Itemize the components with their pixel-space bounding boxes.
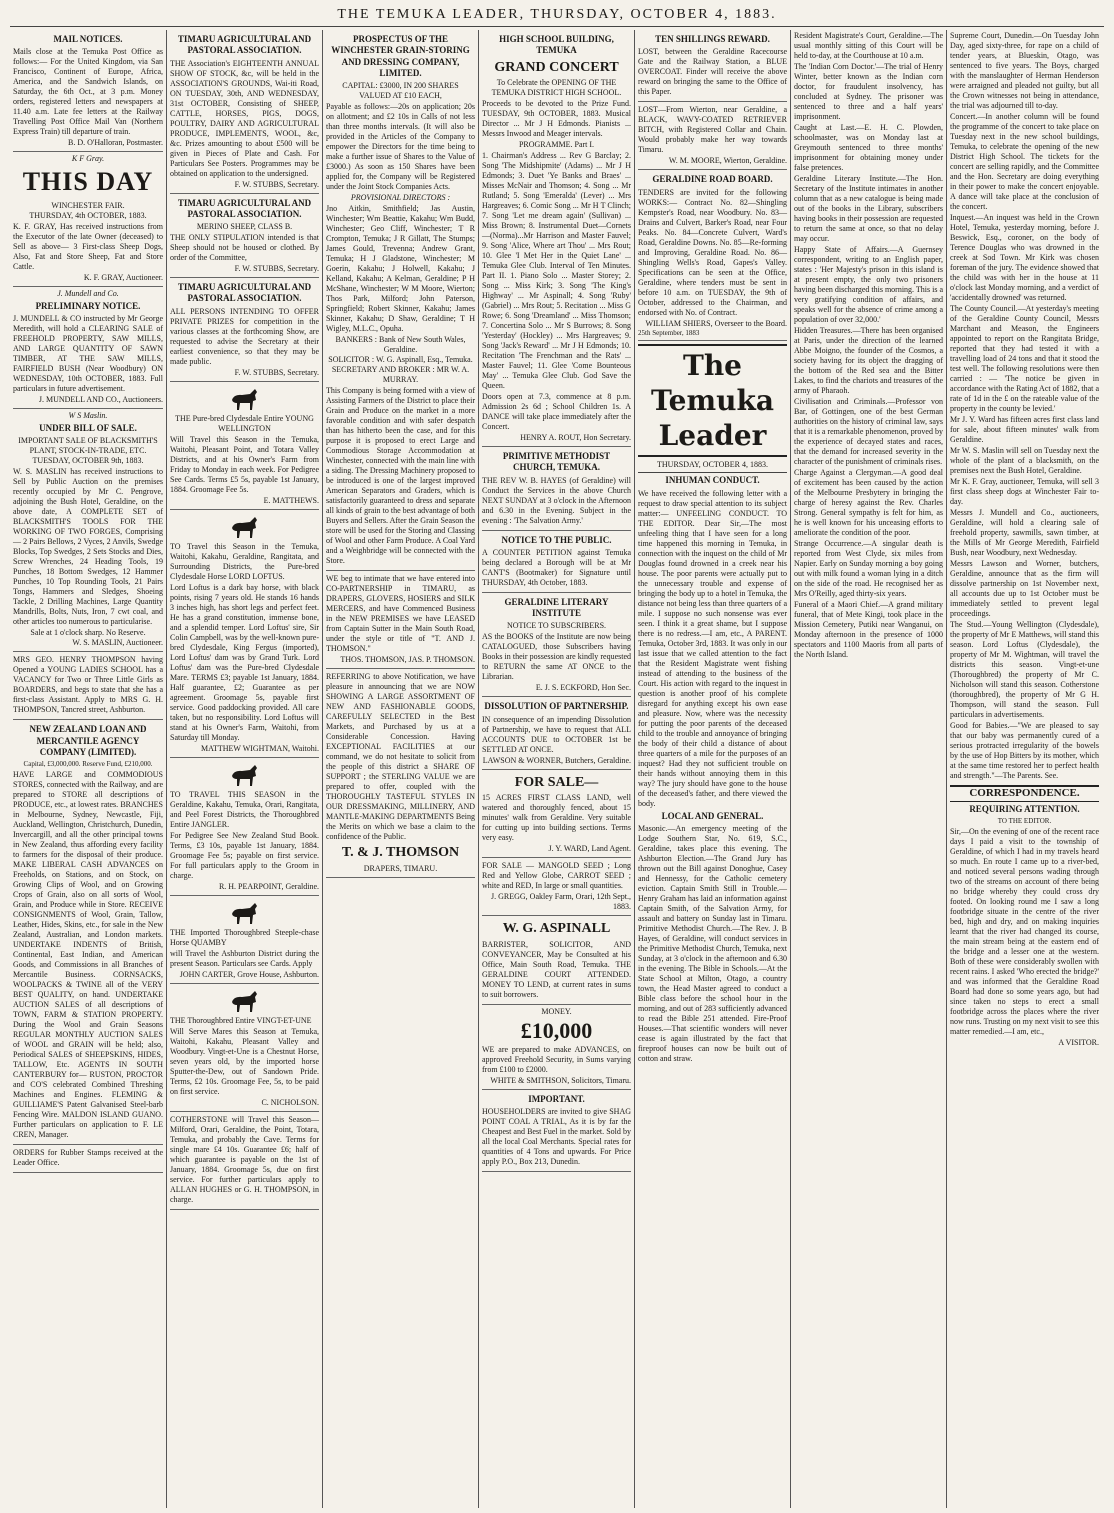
- merino-title: TIMARU AGRICULTURAL AND PASTORAL ASSOCIATION.: [177, 197, 312, 219]
- page-masthead: THE TEMUKA LEADER, THURSDAY, OCTOBER 4, 1883.: [10, 4, 1104, 27]
- maslin-body: W. S. MASLIN has received instructions to Sell by Public Auction on the premises recently occupied by Mr C. Pengrove, adjoining the Bush Hotel, Geraldine, on the above date, A COMPLETE SET of BLACKSMITH'S TOOLS FOR THE WORKING OF TWO FORGES, Comprising— 2 Pairs Bellows, 2 Vyces, 2 Anvils, Swedge Blocks, Top Swedges, 2 Sets Stocks and Dies, Screw Wrenches, 24 Heading Tools, 19 Punches, 18 Bottom Swedges, 12 Hammer Punches, 10 Top Rounding Tools, 21 Pairs Tongs, Hammers and Sledges, Shoeing Tackle, 2 Drilling Machines, Large Quantity Mandrills, Bolts, Nuts, Iron, 7 cwt coal, and other articles too numerous to particularise.: [13, 467, 163, 627]
- partnership-signature: THOS. THOMSON, JAS. P. THOMSON.: [340, 655, 475, 664]
- money-signature: WHITE & SMITHSON, Solicitors, Timaru.: [490, 1076, 631, 1085]
- lost-dog-ad: [638, 102, 787, 170]
- money-title: MONEY.: [541, 1006, 572, 1016]
- local-general-title: LOCAL AND GENERAL.: [661, 810, 764, 821]
- cotherstone-body: COTHERSTONE will Travel this Season—Milford, Orari, Geraldine, the Point, Totara, Temuka, and probably the Cave. Terms for single mare £4 10s. Guarantee £6; half of which guarantee is payable on the 1st of January, 1884. Groomage 5s, due on first service. For further particulars apply to ALLAN HUGHES or G. H. THOMPSON, in charge.: [170, 1114, 319, 1204]
- secretary: SECRETARY AND BROKER : MR W. A. MURRAY.: [331, 365, 470, 384]
- vingt-body: Will Serve Mares this Season at Temuka, Waitohi, Kakahu, Pleasant Valley and Woodbury. Vingt-et-Une is a Chestnut Horse, seven years old, by the imported horse Sputter-the-Dew, out of Sandown Pride. Terms, £2 10s. Groomage Fee, 5s, to be paid on first service.: [170, 1026, 319, 1096]
- mundell-ad: [13, 287, 163, 409]
- concert-doors: Doors open at 7.3, commence at 8 p.m. Admission 2s 6d ; School Children 1s. A DANCE will take place immediately after the Concert.: [482, 392, 631, 431]
- bankers: BANKERS : Bank of New South Wales, Geraldine.: [335, 335, 466, 354]
- primitive-title: PRIMITIVE METHODIST CHURCH, TEMUKA.: [502, 451, 611, 473]
- nz-loan-title: NEW ZEALAND LOAN AND MERCANTILE AGENCY COMPANY (LIMITED).: [29, 724, 147, 757]
- thompson-school-ad: [13, 652, 163, 720]
- important-sale: IMPORTANT SALE OF BLACKSMITH'S PLANT, STOCK-IN-TRADE, ETC.: [18, 436, 158, 456]
- horse-icon: [228, 386, 262, 412]
- nz-loan-body: HAVE LARGE and COMMODIOUS STORES, connected with the Railway, and are prepared to STORE all descriptions of PRODUCE, etc., at lowest rates. BRANCHES in Melbourne, Sydney, Newcastle, Fiji, Auckland, Wellington, Christchurch, Dunedin, Invercargill, and all the other principal towns in New Zealand, thus affording every facility to farmers for the disposal of their produce. MAKE LIBERAL CASH ADVANCES on Freeholds, on Stations, and on Stock, on Growing Clips of Wool, and on Growing Crops of Grain, also on all sorts of Wool, Grain, and Produce while in Store. RECEIVE CONSIGNMENTS of Wool, Grain, Tallow, Leather, Hides, Skins, etc., for sale in the New Zealand, Australian, and London markets. UNDERTAKE INDENTS of British, Continental, East Indian, and American Goods, and Commissions in all Branches of Mercantile Business. CORNSACKS, WOOLPACKS & TWINE all of the VERY BEST QUALITY, on hand. UNDERTAKE AUCTION SALES of all descriptions of TOWN, FARM & STATION PROPERTY. During the Wool and Grain Seasons REGULAR MONTHLY AUCTION SALES of WOOL and GRAIN will be held; also, Periodical SALES of SHEEPSKINS, HIDES, TALLOW, Etc. AGENTS IN SOUTH CANTERBURY for— RUSTON, PROCTOR and CO'S celebrated Combined Threshing Machines and Engines. FLEMING & GUILLIAME'S Patent Galvanised Steel-barb Fencing Wire. MALDON ISLAND GUANO. Further particulars on application to F. LE CREN, Manager.: [13, 769, 163, 1139]
- literary-institute-ad: [482, 593, 631, 698]
- vingt-signature: C. NICHOLSON.: [261, 1097, 319, 1107]
- news-maslin: Mr W. S. Maslin will sell on Tuesday next the whole of the plant of a blacksmith, on the premises next the Bush Hotel, Geraldine.: [950, 446, 1099, 475]
- jangler-ad: [170, 758, 319, 896]
- kfgray-ad: [13, 152, 163, 287]
- money-body: WE are prepared to make ADVANCES, on approved Freehold Security, in Sums varying from £100 to £2000.: [482, 1045, 631, 1074]
- shag-point-coal-ad: [482, 1090, 631, 1172]
- dissolution-title: DISSOLUTION OF PARTNERSHIP.: [484, 701, 629, 712]
- newspaper-nameplate: The Temuka Leader: [638, 344, 787, 457]
- thomson-goods-ad: [326, 669, 475, 878]
- cotherstone-ad: [170, 1112, 319, 1210]
- quamby-ad: [170, 896, 319, 984]
- young-wellington-ad: [170, 382, 319, 510]
- news-charge-clergyman: Charge Against a Clergyman.—A good deal of excitement has been caused by the action of the Melbourne Presbytery in bringing the charge of heresy against the Rev. Charles Strong. General sympathy is felt for him, as he is well known for his unceasing efforts to ameliorate the condition of the poor.: [794, 468, 943, 537]
- maslin-header: W S Maslin.: [68, 411, 108, 420]
- gli-sub: NOTICE TO SUBSCRIBERS.: [506, 621, 607, 631]
- lost-body: LOST—From Wierton, near Geraldine, a BLACK, WAVY-COATED RETRIEVER BITCH, with Registered Collar and Chain. Would probably make her way towards Timaru.: [638, 105, 787, 155]
- reward-body: LOST, between the Geraldine Racecourse Gate and the Railway Station, a BLUE OVERCOAT. Finder will receive the above reward on bringing the same to the Office of this Paper.: [638, 47, 787, 97]
- nz-loan-ad: [13, 720, 163, 1145]
- primitive-methodist-ad: [482, 447, 631, 531]
- rubber-stamps-body: ORDERS for Rubber Stamps received at the Leader Office.: [13, 1147, 163, 1167]
- horse-icon: [228, 514, 262, 540]
- news-strange-occurrence: Strange Occurrence.—A singular death is reported from West Clyde, six miles from Napier. Early on Sunday morning a boy going out with milk found a woman lying in a ditch on the side of the road. He recognised her as Mrs O'Reilly, aged thirty-six years.: [794, 539, 943, 598]
- private-prizes-ad: [170, 278, 319, 382]
- thompson-body: MRS GEO. HENRY THOMPSON having Opened a YOUNG LADIES SCHOOL has a VACANCY for Two or Three Little Girls as BOARDERS, and begs to state that she has a first-class Assistant. Apply to MRS G. H. THOMPSON, Tancred street, Ashburton.: [13, 655, 163, 715]
- news-gray: Mr K. F. Gray, auctioneer, Temuka, will sell 3 first class sheep dogs at Winchester Fair to-day.: [950, 477, 1099, 506]
- column-3: [322, 30, 478, 1508]
- dissolution-ad: [482, 697, 631, 769]
- concert-body: Proceeds to be devoted to the Prize Fund. TUESDAY, 9th OCTOBER, 1883. Musical Director ... Mr J H Edmonds. Pianists ... Messrs Inwood and Meager intervals.: [482, 99, 631, 138]
- road-board-date: 25th September, 1883: [638, 328, 700, 337]
- jangler-signature: R. H. PEARPOINT, Geraldine.: [218, 881, 319, 891]
- prospectus-title: PROSPECTUS OF THE WINCHESTER GRAIN-STORING AND DRESSING COMPANY, LIMITED.: [331, 34, 470, 78]
- maslin-ad: [13, 409, 163, 652]
- news-maori-funeral: Funeral of a Maori Chief.—A grand military funeral, that of Mete Kingi, took place in the Mission Cemetery, Putiki near Wanganui, on Monday afternoon in the presence of 1000 spectators and 1100 Maoris from all parts of the North Island.: [794, 600, 943, 659]
- columns: [10, 30, 1104, 1508]
- nz-loan-capital: Capital, £3,000,000. Reserve Fund, £210,000.: [23, 760, 153, 768]
- news-stud: The Stud.—Young Wellington (Clydesdale), the property of Mr E Matthews, will stand this season. Lord Loftus (Clydesdale), the property of Mr M. Wightman, will travel the districts this season. Vingt-et-une (Thoroughbred) the property of Mr C. Nicholson will stand this season. Cotherstone (thoroughbred), the property of Mr G H. Thompson, will stand the season. Full particulars in advertisements.: [950, 620, 1099, 719]
- money-amount: £10,000: [520, 1017, 593, 1043]
- issue-date: THURSDAY, OCTOBER 4, 1883.: [638, 460, 787, 473]
- aspinall-body: BARRISTER, SOLICITOR, AND CONVEYANCER, May be Consulted at his Office, Main South Road, Temuka. THE GERALDINE COURT ATTENDED. MONEY TO LEND, at current rates in sums to suit borrowers.: [482, 939, 631, 999]
- column-2: [166, 30, 322, 1508]
- timaru-show-title: TIMARU AGRICULTURAL AND PASTORAL ASSOCIATION.: [177, 34, 312, 56]
- partnership-body: WE beg to intimate that we have entered into CO-PARTNERSHIP in TIMARU, as DRAPERS, GLOVERS, HOSIERS and SILK MERCERS, and have Commenced Business in the NEW PREMISES we have LEASED from Captain Sutter in the Main South Road, under the style or title of "T. AND J. THOMSON.": [326, 574, 475, 653]
- land-for-sale-ad: [482, 770, 631, 859]
- timaru-show-ad: [170, 30, 319, 194]
- news-indian-corn-doctor: The 'Indian Corn Doctor.'—The trial of Henry Winter, better known as the Indian corn doctor, for fraudulent insolvency, has concluded at Sydney. The prisoner was sentenced to three and a half years' imprisonment.: [794, 62, 943, 121]
- quamby-title: THE Imported Thoroughbred Steeple-chase Horse QUAMBY: [170, 927, 319, 947]
- rubber-stamps-ad: [13, 1145, 163, 1173]
- prospectus-body: Payable as follows:—20s on application; 20s on allotment; and £2 10s in Calls of not less than three months intervals. (It will also be provided in the Articles of the Company to empower the Directors for the time being to make a further issue of Shares to the Value of £3000.) As soon as 150 Shares have been applied for, the Company will be Registered under the Joint Stock Companies Acts.: [326, 102, 475, 191]
- news-mundell: Messrs J. Mundell and Co., auctioneers, Geraldine, will hold a clearing sale of freehold property, sawmills, sawn timber, at the Mills of Mr George Meredith, Fairfield Bush, near Woodbury, next Wednesday.: [950, 508, 1099, 557]
- concert-sub: To Celebrate the OPENING OF THE TEMUKA DISTRICT HIGH SCHOOL.: [491, 78, 622, 97]
- quamby-signature: JOHN CARTER, Grove House, Ashburton.: [179, 969, 319, 979]
- news-inquest: Inquest.—An inquest was held in the Crown Hotel, Temuka, yesterday morning, before J. Beswick, Esq., coroner, on the body of Terence Douglas who was drowned in the creek at Sod Town. Mr Kirk was chosen foreman of the jury. The evidence showed that the child was with her in the house at 11 o'clock last Monday morning, and a verdict of 'accidentally drowned' was returned.: [950, 213, 1099, 302]
- kfgray-body: K. F. GRAY, Has received instructions from the Executor of the late Owner (deceased) to Sell as above— 3 First-class Sheep Dogs, Also, Fat and Store Sheep, Fat and Store Cattle.: [13, 221, 163, 271]
- requiring-attention-title: REQUIRING ATTENTION.: [969, 803, 1080, 814]
- gli-title: GERALDINE LITERARY INSTITUTE: [504, 596, 609, 618]
- news-lawson: Messrs Lawson and Worner, butchers, Geraldine, announce that as the firm will dissolve partnership on 1st November next, all accounts due up to 1st October must be immediately settled to prevent legal proceedings.: [950, 559, 1099, 618]
- news-caught-at-last: Caught at Last.—E. H. C. Plowden, schoolmaster, was on Monday last at Greymouth sentenced to three months' imprisonment for obtaining money under false pretences.: [794, 123, 943, 172]
- news-civilisation: Civilisation and Criminals.—Professor von Bar, of Gottingen, one of the best German authorities on the history of criminal law, says that it is a remarkable phenomenon, proved by the experience of decayed states and races, that the demand for increased severity in the character of the punishment of criminals rises.: [794, 397, 943, 466]
- referring-body: REFERRING to above Notification, we have pleasure in announcing that we are NOW SHOWING A LARGE ASSORTMENT OF NEW AND FASHIONABLE GOODS, CAREFULLY SELECTED in the Best Markets, and Purchased by us at a Considerable Concession. Having EXCEPTIONAL FACILITIES at our command, we do not hesitate to solicit from the people of this district a SHARE OF SUPPORT ; the STERLING VALUE we are prepared to offer, coupled with the THOROUGHLY TASTEFUL STYLES IN OUR DRESSMAKING, MILLINERY, AND MANTLE-MAKING DEPARTMENTS Being the Merits on which we base a claim to the confidence of the Public.: [326, 672, 475, 841]
- timaru-show-body: THE Association's EIGHTEENTH ANNUAL SHOW OF STOCK, &c, will be held in the ASSOCIATION'S GROUNDS, Wai-iti Road, ON TUESDAY, 30th, AND WEDNESDAY, 31st OCTOBER, Consisting of SHEEP, CATTLE, HORSES, PIGS, DOGS, POULTRY, DAIRY AND AGRICULTURAL PRODUCE, IMPLEMENTS, WOOL, &c, &c. Prizes amounting to about £500 will be given in Pieces of Plate and Cash. For Particulars See Posters. Programmes may be obtained on application to the undersigned.: [170, 58, 319, 178]
- under-bill-of-sale: UNDER BILL OF SALE.: [39, 423, 137, 433]
- notice-title: NOTICE TO THE PUBLIC.: [501, 534, 612, 545]
- jangler-body: For Pedigree See New Zealand Stud Book. Terms, £3 10s, payable 1st January, 1884. Groomage Fee 5s; payable on first service. For full particulars apply to the Groom in charge.: [170, 830, 319, 880]
- prizes-title: TIMARU AGRICULTURAL AND PASTORAL ASSOCIATION.: [177, 282, 312, 304]
- road-board-signature: WILLIAM SHIERS, Overseer to the Board.: [645, 318, 787, 328]
- horse-icon: [228, 900, 262, 926]
- wellington-body: Will Travel this Season in the Temuka, Waitohi, Pleasant Point, and Totara Valley Districts, and at his Owner's Farm from Friday to Monday in each week. For Pedigree See Cards. Terms £5 5s, payable 1st January, 1884. Groomage Fee 5s.: [170, 434, 319, 494]
- quamby-body: will Travel the Ashburton District during the present Season. Particulars see Cards. Apply: [170, 948, 319, 968]
- inhuman-body: We have received the following letter with a request to draw special attention to its subject matter:— UNFEELING CONDUCT. TO THE EDITOR. Dear Sir,—The most unfeeling thing that I have seen for a long time happened this morning in Temuka, in connection with the inquest on the child of Mr Douglas found drowned in a creek near his house. The poor parents were actually put to the unnecessary trouble and expense of bringing the body up to a hotel in Temuka, the distance not being less than three quarters of a mile. I suppose no such nonsense was ever seen. I think it a great shame, but I suppose there is no redress.—I am, etc., A PARENT. Temuka, October 3rd, 1883. It was only in our last issue that we called attention to the fact that the Resident Magistrate went fishing instead of attending to the business of the Court. His action with regard to the inquest in question is another proof of his complete disregard for anything except his own ease and pleasure. Now, where was the necessity for putting the poor parents of the deceased child to the trouble and annoyance of bringing the body of their child a distance of about three quarters of a mile for the purposes of an inquest? Had they not sufficient trouble on their hands without annoying them in this way? The jury should have gone to the house of the deceased's father, and there viewed the body.: [638, 488, 787, 808]
- this-day-heading: THIS DAY: [22, 167, 154, 197]
- loftus-body: Lord Loftus is a dark bay horse, with black points, rising 7 years old. He stands 16 hands 3 inches high, has short legs and perfect feet. He has a grand constitution, immense bone, and a splendid temper. Lord Loftus' sire, Sir Colin Campbell, was by the well-known pure-bred Clydesdale, King Fergus (imported), Lord Loftus' dam was by Grand Turk. Lord Loftus' dam was the Pure-bred Clydesdale Mare. TERMS £3; payable 1st January, 1884. Half guarantee, £2; Guarantee as per agreement. Groomage 5s, payable first service. Good paddocking provided. All care taken, but no responsibility. Lord Loftus will stand at his Owner's Farm, Waitohi, from Saturday till Monday.: [170, 582, 319, 742]
- jangler-title: TO TRAVEL THIS SEASON in the Geraldine, Kakahu, Temuka, Orari, Rangitata, and Peel Forest Districts, the Thoroughbred Entire JANGLER.: [170, 789, 319, 829]
- column-5: [634, 30, 790, 1508]
- fair-date: THURSDAY, 4th OCTOBER, 1883.: [29, 210, 147, 220]
- merino-signature: F. W. STUBBS, Secretary.: [234, 264, 319, 273]
- road-board-body: TENDERS are invited for the following WORKS:— Contract No. 82—Shingling Kempster's Road, near Woodbury. No. 83—Drains and Culvert, Barker's Road, near Four Peaks. No. 84—Concrete Culvert, Ward's Road, Geraldine Downs. No. 85—Re-forming and Improving, Geraldine Road. No. 86—Shingling Wells's Road, Gapes's Valley. Specifications can be seen at the Office, Geraldine, where tenders must be sent in before 10 a.m. on TUESDAY, the 9th of October, addressed to the Chairman, and endorsed with No. of Contract.: [638, 187, 787, 317]
- grand-concert-title: GRAND CONCERT: [494, 59, 619, 75]
- programme-title: PROGRAMME. Part I.: [518, 140, 595, 149]
- programme-list: 1. Chairman's Address ... Rev G Barclay; 2. Song 'The Midshipmite' (Adams) ... Mr J H Edmonds; 3. Duet 'Ye Banks and Braes' ... Misses McNair and Thomson; 4. Song ... Mr Rutland; 5. Song 'Emeralda' (Lever) ... Mrs Hargreaves; 6. Comic Song ... Mr H T Clinch; 7. Song 'Let me dream again' (Sullivan) ... Miss Brown; 8. Instrumental Duet—Cornets—(Norma)...Mr Harrison and Master Fauvel; 9. Song 'Alice, Where art Thou' ... Mrs Rout; 10. Glee 'I Met Her in the Quiet Lane' ... Temuka Glee Club. Interval of Ten Minutes. Part II. 1. Piano Solo ... Master Storey; 2. Song ... Miss Kirk; 3. Song 'The King's Highway' ... Mr Aspinall; 4. Song 'Ruby' (Gabriel) ... Mrs Rout; 5. Recitation ... Miss G Rowe; 6. Song 'Dreamland' ... Miss Thomson; 7. Concertina Solo ... Mr S Burrows; 8. Song 'Yesterday' (Hockley) ... Mrs Hargreaves; 9. Song 'Jack's Reward' ... Mr J H Edmonds; 10. Recitation 'The Frenchman and the Rats' ... Master Fauvel; 11. Glee 'Come Bounteous May' ... Temuka Glee Club. God Save the Queen.: [482, 151, 631, 390]
- maslin-sale-time: Sale at 1 o'clock sharp. No Reserve.: [30, 628, 146, 638]
- prospectus-body-2: This Company is being formed with a view of Assisting Farmers of the District to place their Grain and Produce on the market in a more favorable condition and with safer despatch than has hitherto been the case, and for this purpose it is proposed to erect Large and Commodious Storage Accommodation at Winchester, connected with the main line with a siding. The Dressing Machinery proposed to be introduced is one of the largest improved American Separators and Graders, which is satisfactorily guaranteed to dress and separate all kinds of grain to the best advantage of both Buyers and Sellers. After the Grain Season the store will be used for the Storing and Classing of Wool and other Farm Produce. A Coal Yard and a Weighbridge will be connected with the Store.: [326, 386, 475, 565]
- lord-loftus-ad: [170, 510, 319, 758]
- mail-notices-body: Mails close at the Temuka Post Office as follows:— For the United Kingdom, via San Francisco, Continent of Europe, Africa, America, and the Sandwich Islands, on Saturday, the 6th Oct., at 3 p.m. Money orders, registered letters and newspapers at 11.40 a.m. Late fee letters at the Railway Travelling Post Office Mail Van (Northern Express Train) till departure of train.: [13, 47, 163, 137]
- news-supreme-court: Supreme Court, Dunedin.—On Tuesday John Day, aged sixty-three, for rape on a child of tender years, at Blueskin, Otago, was sentenced to five years. The Boys, charged with the manslaughter of Herman Henderson were arraigned and pleaded not guilty, but all the Crown witnesses not being in attendance, the trial was adjourned till to-day.: [950, 31, 1099, 110]
- news-concert: Concert.—In another column will be found the programme of the concert to take place on Tuesday next in the new school buildings, Temuka, to celebrate the opening of the new District High School. The tickets for the concert are selling rapidly, and the Committee and the Hon. Secretary are doing everything in their power to make the concert enjoyable. A dance will take place at the conclusion of the concert.: [950, 112, 1099, 211]
- vingt-et-une-ad: [170, 984, 319, 1112]
- solicitor: SOLICITOR : W. G. Aspinall, Esq., Temuka.: [328, 355, 473, 364]
- column-4: [478, 30, 634, 1508]
- preliminary-notice: PRELIMINARY NOTICE.: [35, 300, 141, 311]
- forsale-body: 15 ACRES FIRST CLASS LAND, well watered and thoroughly fenced, about 15 minutes' walk from Geraldine. Very suitable for cutting up into building sections. Terms very easy.: [482, 793, 631, 842]
- grand-concert-ad: [482, 30, 631, 447]
- mundell-header: J. Mundell and Co.: [57, 288, 119, 298]
- horse-icon: [228, 762, 262, 788]
- wellington-signature: E. MATTHEWS.: [263, 495, 319, 505]
- aspinall-ad: [482, 916, 631, 1005]
- local-general-body: Masonic.—An emergency meeting of the Lodge Southern Star, No. 619, S.C., Geraldine, takes place this evening. The Ashburton Election.—The Grand Jury has thrown out the Bill against Donoghue, Casey and Hennessy, for the Catholic cemetery eviction. Captain Smith Still in Trouble.—Henry Graham has laid an information against Captain Smith, of the Salvation Army, for assault and battery on Sunday last in Timaru. Primitive Methodist Church.—The Rev. J. B Hayes, of Geraldine, will conduct services in the Primitive Methodist Church, Temuka, next Sunday, at 3 o'clock in the afternoon and 6.30 in the evening. The Bible in Schools.—At the State School at Milton, Otago, a country town, the Head Master agreed to conduct a Bible class before the school hour in the morning, and out of 283 sufficiently advanced to read the Bible 251 attended. Fire-Proof Houses.—That scientific wonders will never cease is again illustrated by the fact that fireproof houses can now be built out of cotton and straw.: [638, 823, 787, 1063]
- thomson-partnership-ad: [326, 571, 475, 669]
- merino-body: THE ONLY STIPULATION intended is that Sheep should not be housed or clothed. By order of the Committee,: [170, 233, 319, 262]
- drapers-timaru: DRAPERS, TIMARU.: [363, 863, 438, 873]
- column-1: [10, 30, 166, 1508]
- mangold-body: FOR SALE — MANGOLD SEED ; Long Red and Yellow Globe, CARROT SEED ; white and RED, In large or small quantities.: [482, 861, 631, 890]
- road-board-title: GERALDINE ROAD BOARD.: [652, 174, 773, 185]
- notice-body: A COUNTER PETITION against Temuka being declared a Borough will be at Mr CANT'S (Bootmaker) for Signature until THURSDAY, 4th October, 1883.: [482, 547, 631, 587]
- shag-body: HOUSEHOLDERS are invited to give SHAG POINT COAL A TRIAL, As it is by far the Cheapest and Best Fuel in the market. Sold by all the local Coal Merchants. Special rates for quantities of 4 Tons and upwards. For Price apply P.O., Box 213, Dunedin.: [482, 1107, 631, 1167]
- prizes-body: ALL PERSONS INTENDING TO OFFER PRIVATE PRIZES for competition in the various classes at the forthcoming Show, are requested to advise the Secretary at their earliest convenience, so that they may be made public.: [170, 306, 319, 366]
- high-school-title: HIGH SCHOOL BUILDING, TEMUKA: [499, 34, 614, 56]
- prizes-signature: F. W. STUBBS, Secretary.: [234, 367, 319, 377]
- news-happy-state: Happy State of Affairs.—A Guernsey correspondent, writing to an English paper, states : 'Her Majesty's prison in this island is at present empty, the only two prisoners having been discharged this morning. This is a very gratifying condition of affairs, and speaks well for the absence of crime among a population of over 32,000.': [794, 245, 944, 324]
- public-notice-ad: [482, 531, 631, 593]
- gli-body: AS the BOOKS of the Institute are now being CATALOGUED, those Subscribers having Books in their possession are kindly requested to RETURN the same AT ONCE to the Librarian.: [482, 632, 631, 682]
- mangold-seed-ad: [482, 858, 631, 916]
- road-board-ad: [638, 170, 787, 341]
- inhuman-title: INHUMAN CONDUCT.: [665, 475, 760, 486]
- forsale-signature: J. Y. WARD, Land Agent.: [548, 844, 631, 853]
- maslin-signature: W. S. MASLIN, Auctioneer.: [72, 638, 163, 648]
- horse-icon: [228, 988, 262, 1014]
- vingt-title: THE Thoroughbred Entire VINGT-ET-UNE: [170, 1015, 312, 1025]
- news-babies: Good for Babies.—"We are pleased to say that our baby was permanently cured of a serious protracted irregularity of the bowels by the use of Hop Bitters by its mother, which at the same time restored her to perfect health and strength."—The Parents. See.: [950, 721, 1099, 780]
- money-ad: [482, 1005, 631, 1091]
- prospectus-capital: CAPITAL: £3000, IN 200 SHARES VALUED AT £10 EACH,: [342, 81, 459, 100]
- directors-title: PROVISIONAL DIRECTORS :: [350, 193, 451, 202]
- loftus-title: TO Travel this Season in the Temuka, Waitohi, Kakahu, Geraldine, Rangitata, and Surrounding Districts, the Pure-bred Clydesdale Horse LORD LOFTUS.: [170, 541, 319, 581]
- merino-sub: MERINO SHEEP, CLASS B.: [196, 222, 293, 231]
- concert-signature: HENRY A. ROUT, Hon Secretary.: [520, 433, 631, 442]
- kfgray-header: K F Gray.: [71, 154, 105, 164]
- mundell-body: J. MUNDELL & CO instructed by Mr George Meredith, will hold a CLEARING SALE of FREEHOLD PROPERTY, SAW MILLS, AND LARGE QUANTITY OF SAWN TIMBER, AT THE SAW MILLS, FAIRFIELD BUSH (Near Woodbury) ON WEDNESDAY, 10th OCTOBER, 1883. Full particulars in future advertisement.: [13, 314, 163, 393]
- dissolution-signature: LAWSON & WORNER, Butchers, Geraldine.: [482, 755, 631, 765]
- correspondence-title: CORRESPONDENCE.: [950, 785, 1099, 802]
- reward-title: TEN SHILLINGS REWARD.: [655, 34, 770, 44]
- dissolution-body: IN consequence of an impending Dissolution of Partnership, we have to request that ALL ACCOUNTS DUE to OCTOBER 1st be SETTLED AT ONCE.: [482, 714, 631, 754]
- correspondence-body: Sir,—On the evening of one of the recent race days I paid a visit to the township of Geraldine, of which I had in my travels heard so much. En route I came up to a river-bed, and noticed several persons wading through two of the streams on account of there being no bridge whereby they could cross dry footed. On looking round me I saw a long footbridge situate in the centre of the river bed, high and dry, and on making inquiries learnt that the river had changed its course, the main stream being at the eastern end of the bridge and a lesser one at the western. Both of these were considerably swollen with recent rains. I asked 'Who erected the bridge?' and was informed that the Geraldine Road Board had done so some years ago, but had since taken no steps to erect a small footbridge across the places where the river now runs. Trusting on my next visit to see this matter remedied.—I am, etc.,: [950, 826, 1099, 1036]
- news-literary-institute: Geraldine Literary Institute.—The Hon. Secretary of the Institute intimates in another column that as a new catalogue is being made out of the books in the Library, subscribers having books in their possession are requested to return the same at once, so that no delay may occur.: [794, 174, 943, 243]
- forsale-title: FOR SALE—: [514, 774, 599, 790]
- maslin-date: TUESDAY, OCTOBER 9th, 1883.: [32, 456, 144, 466]
- news-resident-court: Resident Magistrate's Court, Geraldine.—The usual monthly sitting of this Court will be held to-day, at the Courthouse at 10 a.m.: [794, 31, 943, 60]
- news-county-council: The County Council.—At yesterday's meeting of the Geraldine County Council, Messrs Marchant and Meason, the Engineers appointed to report on the Rangitata Bridge, reported that they had tested it with a travelling load of 24 tons and that it stood the test well. The following resolutions were then carried : — 'The notice be given in accordance with the Rating Act of 1882, that a rate of 1d in the £ on the rateable value of the property in the county be levied.': [950, 304, 1099, 413]
- to-the-editor: TO THE EDITOR.: [997, 817, 1052, 825]
- mundell-signature: J. MUNDELL AND CO., Auctioneers.: [38, 395, 163, 404]
- directors-list: Jno Aitkin, Smithfield; Jas Austin, Winchester; Wm Beattie, Kakahu; Wm Budd, Winchester; Geo Cliff, Winchester; T R Crompton, Temuka; J R Gillatt, The Stumps; James Gould, Trevenna; Andrew Grant, Temuka; H J Gladstone, Winchester; M Goerin, Kakahu; J Holwell, Kakahu; J Kelland, Kakahu; A Kelman, Geraldine; P H McShane, Winchester; W M Moore, Wierton; Thos Park, Milford; John Paterson, Springfield; Robert Skinner, Kakahu; James Skinner, Kakahu; D Shaw, Geraldine; T H Wigley, M.L.C., Opuha.: [326, 204, 475, 333]
- column-7: [946, 30, 1102, 1508]
- winchester-fair: WINCHESTER FAIR.: [51, 200, 125, 210]
- correspondence-signature: A VISITOR.: [1058, 1037, 1099, 1047]
- merino-ad: [170, 194, 319, 279]
- mail-notices-ad: [13, 30, 163, 152]
- primitive-body: THE REV W. B. HAYES (of Geraldine) will Conduct the Services in the above Church NEXT SUNDAY at 3 o'clock in the Afternoon and 6.30 in the Evening. Subject in the evening : 'The Salvation Army.': [482, 475, 631, 525]
- column-6: [790, 30, 946, 1508]
- winchester-prospectus-ad: [326, 30, 475, 571]
- wellington-title: THE Pure-bred Clydesdale Entire YOUNG WELLINGTON: [175, 413, 314, 433]
- aspinall-title: W. G. ASPINALL: [502, 921, 611, 936]
- news-ward: Mr J. Y. Ward has fifteen acres first class land for sale, about fifteen minutes' walk from Geraldine.: [950, 415, 1099, 444]
- mail-notices-title: MAIL NOTICES.: [53, 34, 123, 44]
- kfgray-signature: K. F. GRAY, Auctioneer.: [83, 272, 163, 282]
- news-hidden-treasures: Hidden Treasures.—There has been organised at Paris, under the direction of the learned Abbe Moigno, the founder of the Cosmos, a society having for its object the dragging of the bottom of the Red sea and the Bitter Lakes, to find the chariots and treasures of the army of Pharaoh.: [794, 326, 943, 395]
- reward-ad: [638, 30, 787, 102]
- mail-notices-signature: B. D. O'Halloran, Postmaster.: [68, 138, 163, 148]
- gli-signature: E. J. S. ECKFORD, Hon Sec.: [535, 683, 631, 693]
- timaru-show-signature: F. W. STUBBS, Secretary.: [234, 179, 319, 189]
- loftus-signature: MATTHEW WIGHTMAN, Waitohi.: [200, 743, 319, 753]
- important-title: IMPORTANT.: [528, 1094, 585, 1104]
- mangold-signature: J. GREGG, Oakley Farm, Orari, 12th Sept., 1883.: [491, 892, 631, 911]
- tj-thomson-name: T. & J. THOMSON: [341, 845, 460, 860]
- lost-signature: W. M. MOORE, Wierton, Geraldine.: [668, 156, 787, 166]
